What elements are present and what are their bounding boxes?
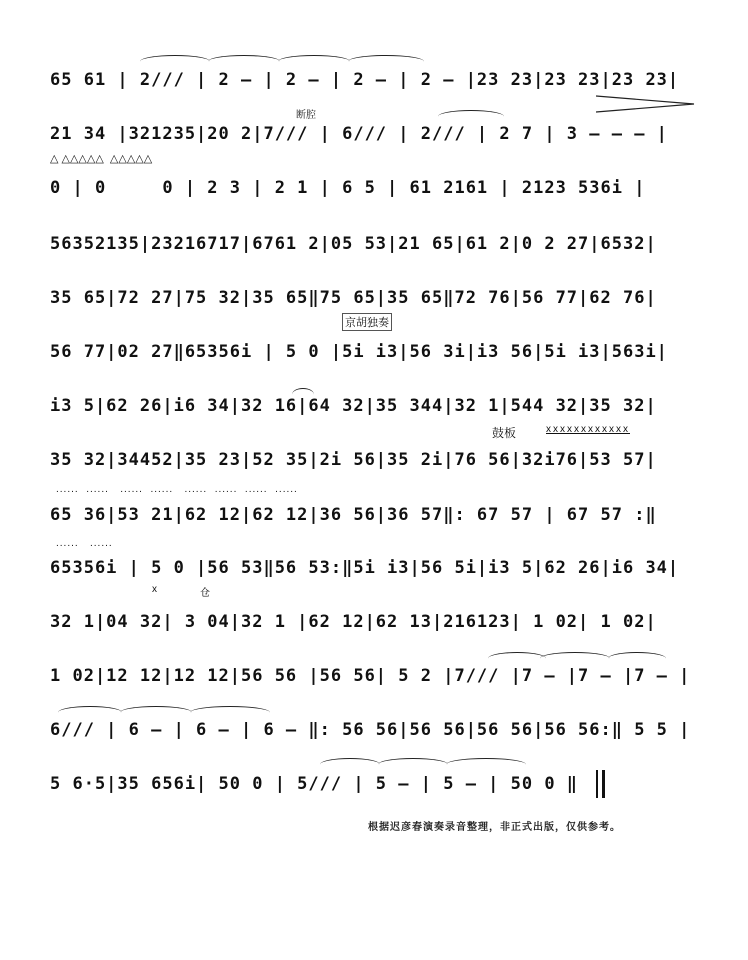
score-line-13 xyxy=(40,720,705,750)
slur-arc xyxy=(378,758,448,771)
score-line-text: 56 77|02 27‖65356i | 5 0 |5i i3|56 3i|i3 56|5i i3|563i| xyxy=(50,342,668,362)
guban-label: 鼓板 xyxy=(492,426,517,440)
score-line-text: 21 34 |321235|20 2|7/// | 6/// | 2/// | 2 7 | 3 – – – | xyxy=(50,124,668,144)
score-line-text: 56352135|23216717|6761 2|05 53|21 65|61 2|0 2 27|6532| xyxy=(50,234,657,254)
score-line-12 xyxy=(40,666,705,696)
x-mark: x xyxy=(152,584,157,595)
slur-arc xyxy=(140,55,210,68)
dot-marks: ...... ...... xyxy=(56,538,113,549)
slur-arc xyxy=(348,55,424,68)
guban-pattern: xxxxxxxxxxxx xyxy=(546,424,630,435)
score-line-text: 32 1|04 32| 3 04|32 1 |62 12|62 13|216123| 1 02| 1 02| xyxy=(50,612,657,632)
slur-arc xyxy=(190,706,270,719)
score-line-text: 1 02|12 12|12 12|56 56 |56 56| 5 2 |7/// |7 – |7 – |7 – | xyxy=(50,666,691,686)
score-line-10 xyxy=(40,558,705,588)
score-line-text: 0 | 0 0 | 2 3 | 2 1 | 6 5 | 61 2161 | 2123 536i | xyxy=(50,178,646,198)
final-barline xyxy=(596,770,598,798)
slur-arc xyxy=(208,55,280,68)
slur-arc xyxy=(438,110,504,123)
slur-arc xyxy=(446,758,526,771)
triangle-marks: △ △△△△△ △△△△△ xyxy=(50,153,153,165)
slur-arc xyxy=(540,652,610,665)
slur-arc xyxy=(320,758,380,771)
slur-arc xyxy=(120,706,192,719)
final-barline-thick xyxy=(602,770,605,798)
score-line-text: i3 5|62 26|i6 34|32 16|64 32|35 344|32 1|544 32|35 32| xyxy=(50,396,657,416)
hairpin-icon xyxy=(596,94,696,114)
score-line-text: 65 61 | 2/// | 2 – | 2 – | 2 – | 2 – |23 23|23 23|23 23| xyxy=(50,70,680,90)
jinghu-solo-tag: 京胡独奏 xyxy=(342,313,392,331)
score-line-text: 6/// | 6 – | 6 – | 6 – ‖: 56 56|56 56|56 56|56 56:‖ 5 5 | xyxy=(50,720,691,740)
slur-arc xyxy=(278,55,350,68)
score-line-11 xyxy=(40,612,705,642)
score-line-text: 65356i | 5 0 |56 53‖56 53:‖5i i3|56 5i|i3 5|62 26|i6 34| xyxy=(50,558,680,578)
cang-label: 仓 xyxy=(200,588,210,599)
source-note: 根据迟彦春演奏录音整理，非正式出版，仅供参考。 xyxy=(368,822,621,833)
score-line-8 xyxy=(40,450,705,480)
score-line-9 xyxy=(40,505,705,535)
slur-arc xyxy=(488,652,546,665)
dot-marks: ...... ...... ...... ...... ...... ...... ...... ...... xyxy=(56,484,298,495)
duanqiang-label: 断腔 xyxy=(296,110,316,121)
slur-arc xyxy=(58,706,122,719)
score-line-7 xyxy=(40,396,705,426)
score-line-text: 35 32|34452|35 23|52 35|2i 56|35 2i|76 56|32i76|53 57| xyxy=(50,450,657,470)
score-line-4 xyxy=(40,234,705,264)
slur-arc xyxy=(608,652,666,665)
score-line-text: 5 6·5|35 656i| 50 0 | 5/// | 5 – | 5 – | 50 0 ‖ xyxy=(50,774,579,794)
score-line-6 xyxy=(40,342,705,372)
score-line-3 xyxy=(40,178,705,208)
score-line-2 xyxy=(40,124,705,154)
score-line-text: 65 36|53 21|62 12|62 12|36 56|36 57‖: 67 57 | 67 57 :‖ xyxy=(50,505,657,525)
score-line-14 xyxy=(40,774,705,804)
tie-arc xyxy=(292,388,314,401)
score-line-text: 35 65|72 27|75 32|35 65‖75 65|35 65‖72 76|56 77|62 76| xyxy=(50,288,657,308)
